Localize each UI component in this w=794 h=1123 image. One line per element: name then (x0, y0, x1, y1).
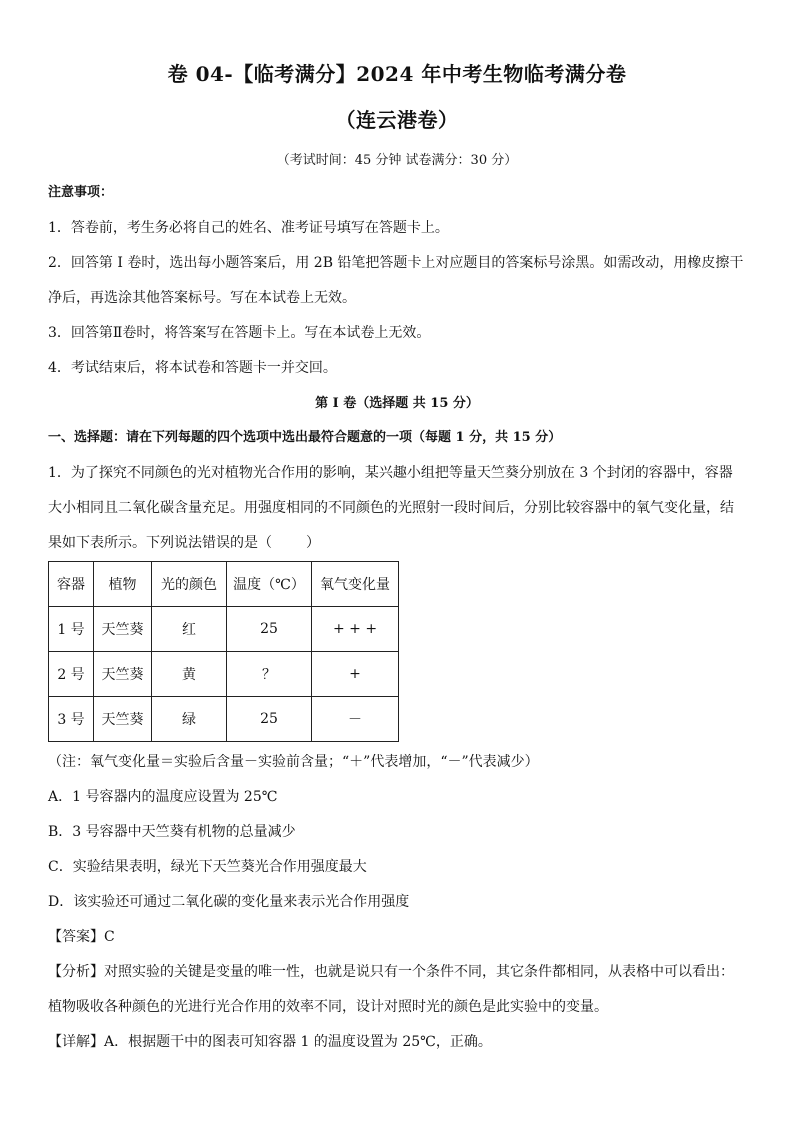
notice-item-4: 4．考试结束后，将本试卷和答题卡一并交回。 (48, 360, 337, 376)
table-row (49, 652, 399, 697)
option-b: B．3 号容器中天竺葵有机物的总量减少 (48, 824, 296, 840)
question-stem-close: ） (306, 535, 320, 551)
table-cell: 1 号 (49, 607, 94, 652)
table-cell: 天竺葵 (94, 652, 152, 697)
table-header-cell: 植物 (94, 562, 152, 607)
notice-item-2-line-2: 净后，再选涂其他答案标号。写在本试卷上无效。 (48, 290, 356, 306)
notice-heading: 注意事项： (48, 185, 114, 200)
question-stem-line-2: 大小相同且二氧化碳含量充足。用强度相同的不同颜色的光照射一段时间后，分别比较容器中的氧气变化量，结 (48, 500, 734, 516)
table-cell: + + + (312, 607, 399, 652)
analysis-line-1: 【分析】对照实验的关键是变量的唯一性，也就是说只有一个条件不同，其它条件都相同，从表格中可以看出： (48, 964, 734, 980)
notice-item-1: 1．答卷前，考生务必将自己的姓名、准考证号填写在答题卡上。 (48, 220, 449, 236)
table-header-cell: 温度（℃） (227, 562, 312, 607)
section-heading: 一、选择题：请在下列每题的四个选项中选出最符合题意的一项（每题 1 分，共 15 分） (48, 430, 562, 445)
table-row (49, 607, 399, 652)
option-a: A．1 号容器内的温度应设置为 25℃ (48, 789, 278, 805)
table-cell: 25 (227, 607, 312, 652)
table-header-cell: 光的颜色 (152, 562, 227, 607)
option-c: C．实验结果表明，绿光下天竺葵光合作用强度最大 (48, 859, 367, 875)
exam-region-title: （连云港卷） (335, 108, 459, 132)
detail-line: 【详解】A．根据题干中的图表可知容器 1 的温度设置为 25℃，正确。 (48, 1034, 492, 1050)
question-stem-line-3 (48, 533, 748, 553)
table-cell: 3 号 (49, 697, 94, 742)
exam-info: （考试时间：45 分钟 试卷满分：30 分） (276, 153, 518, 168)
table-cell: 黄 (152, 652, 227, 697)
section-title: 第 I 卷（选择题 共 15 分） (315, 396, 479, 411)
table-cell: + (312, 652, 399, 697)
table-cell: ？ (227, 652, 312, 697)
option-d: D．该实验还可通过二氧化碳的变化量来表示光合作用强度 (48, 894, 410, 910)
table-row (49, 697, 399, 742)
table-cell: 天竺葵 (94, 607, 152, 652)
question-stem-line-1: 1．为了探究不同颜色的光对植物光合作用的影响，某兴趣小组把等量天竺葵分别放在 3 个封闭的容器中，容器 (48, 465, 733, 481)
table-cell: 25 (227, 697, 312, 742)
table-header-cell: 容器 (49, 562, 94, 607)
table-cell: 绿 (152, 697, 227, 742)
table-note: （注：氧气变化量＝实验后含量－实验前含量；“＋”代表增加，“－”代表减少） (48, 754, 539, 770)
exam-title: 卷 04-【临考满分】2024 年中考生物临考满分卷 (167, 62, 627, 86)
experiment-table (48, 561, 399, 742)
table-header-row (49, 562, 399, 607)
table-cell: 天竺葵 (94, 697, 152, 742)
notice-item-2-line-1: 2．回答第 I 卷时，选出每小题答案后，用 2B 铅笔把答题卡上对应题目的答案标号涂黑。如需改动，用橡皮擦干 (48, 255, 744, 271)
table-cell: 2 号 (49, 652, 94, 697)
notice-item-3: 3．回答第Ⅱ卷时，将答案写在答题卡上。写在本试卷上无效。 (48, 325, 431, 341)
question-stem-text: 果如下表所示。下列说法错误的是（ (48, 535, 272, 551)
answer-label: 【答案】C (48, 929, 115, 945)
table-cell: － (312, 697, 399, 742)
table-cell: 红 (152, 607, 227, 652)
table-header-cell: 氧气变化量 (312, 562, 399, 607)
analysis-line-2: 植物吸收各种颜色的光进行光合作用的效率不同，设计对照时光的颜色是此实验中的变量。 (48, 999, 608, 1015)
